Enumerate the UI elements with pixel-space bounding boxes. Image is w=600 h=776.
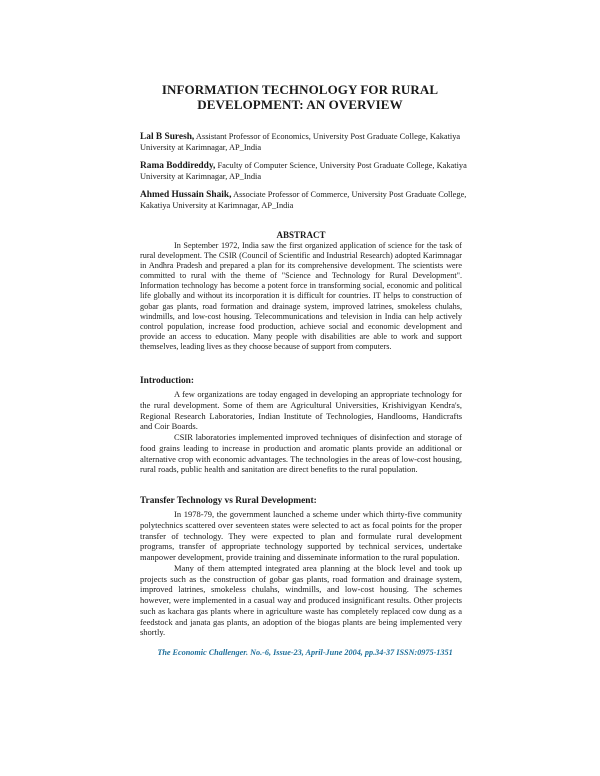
author-entry: [140, 161, 470, 182]
author-name: Ahmed Hussain Shaik,: [140, 190, 232, 201]
transfer-paragraph: In 1978-79, the government launched a scheme under which thirty-five community polytechnics scattered over seventeen states were selected to act as focal points for the proper transfer of technology. They were expected to plan and formulate rural development programs, transfer of appropriate technology supported by technical services, undertake manpower development, provide training and disseminate information to the rural population.: [140, 509, 462, 562]
author-entry: [140, 190, 470, 211]
transfer-paragraph: Many of them attempted integrated area planning at the block level and took up projects such as the construction of gobar gas plants, road formation and drainage system, improved latrines, smokeless chulahs, windmills, and low-cost housing. The schemes however, were implemented in a casual way and produced insignificant results. Other projects such as kachara gas plants where in agriculture waste has completely replaced cow dung as a feedstock and janata gas plants, an adoption of the biogas plants are being implemented very shortly.: [140, 562, 462, 638]
title-line-1: INFORMATION TECHNOLOGY FOR RURAL: [161, 82, 439, 97]
author-affiliation: Associate Professor of Commerce, University Post Graduate College, Kakatiya University at Karimnagar, AP_India: [140, 190, 467, 210]
introduction-section: [140, 376, 462, 475]
introduction-heading: Introduction:: [140, 376, 195, 386]
journal-footer: The Economic Challenger. No.-6, Issue-23, April-June 2004, pp.34-37 ISSN:0975-1351: [157, 648, 453, 657]
paper-title: [100, 82, 500, 112]
author-name: Rama Boddireddy,: [140, 161, 216, 172]
author-entry: [140, 132, 470, 153]
author-name: Lal B Suresh,: [140, 132, 195, 142]
abstract-section: [140, 230, 462, 352]
author-list: [140, 132, 470, 220]
introduction-paragraph: A few organizations are today engaged in developing an appropriate technology for the rural development. Some of them are Agricultural Universities, Krishivigyan Kendra's, Regional Research Laboratories, Indian Institute of Technologies, Handlooms, Handicrafts and Coir Boards.: [140, 389, 462, 432]
transfer-heading: Transfer Technology vs Rural Development:: [140, 496, 317, 506]
transfer-section: [140, 496, 462, 638]
introduction-paragraph: CSIR laboratories implemented improved techniques of disinfection and storage of food grains leading to increase in production and aromatic plants provide an additional or alternative crop with economic advantages. The technologies in the areas of low-cost housing, rural roads, public health and sanitation are direct benefits to the rural population.: [140, 432, 462, 475]
title-line-2: DEVELOPMENT: AN OVERVIEW: [197, 97, 403, 112]
author-affiliation: Faculty of Computer Science, University Post Graduate College, Kakatiya University at Karimnagar, AP_India: [140, 161, 467, 181]
author-affiliation: Assistant Professor of Economics, University Post Graduate College, Kakatiya University at Karimnagar, AP_India: [140, 132, 461, 152]
abstract-text: In September 1972, India saw the first organized application of science for the task of rural development. The CSIR (Council of Scientific and Industrial Research) adopted Karimnagar in Andhra Pradesh and prepared a plan for its comprehensive development. The scientists were committed to rural with the theme of "Science and Technology for Rural Development". Information technology has become a potent force in transforming social, economic and political life globally and without its incorporation it is difficult for countries. IT helps to construction of gobar gas plants, road formation and drainage system, improved latrines, smokeless chulahs, windmills, and low-cost housing. Telecommunications and television in India can help actively control population, increase food production, achieve social and economic development and provide an access to education. Many people with disabilities are able to work and support themselves, leading lives as they choose because of support from computers.: [140, 241, 462, 351]
abstract-heading: ABSTRACT: [276, 230, 326, 240]
